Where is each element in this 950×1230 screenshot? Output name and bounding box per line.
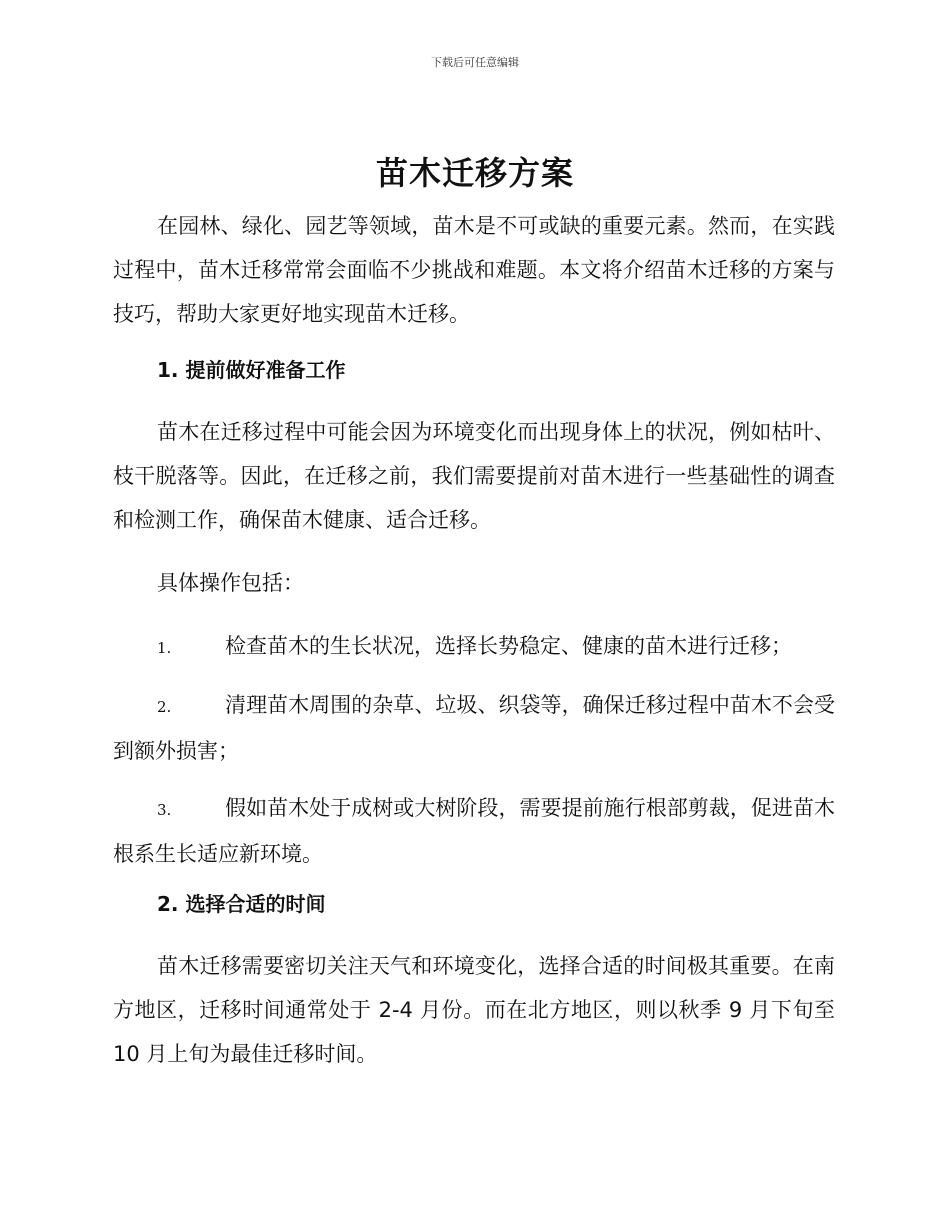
list-item [113, 683, 835, 773]
document-body [113, 204, 835, 1095]
header-note: 下载后可任意编辑 [431, 56, 519, 69]
section-heading-2: 2. 选择合适的时间 [157, 892, 326, 916]
list-intro: 具体操作包括： [157, 571, 304, 595]
list-item [113, 786, 835, 876]
list-item [113, 624, 835, 670]
list-item-number: 2. [157, 698, 172, 716]
section-1-paragraph: 苗木在迁移过程中可能会因为环境变化而出现身体上的状况，例如枯叶、枝干脱落等。因此，在迁移之前，我们需要提前对苗木进行一些基础性的调查和检测工作，确保苗木健康、适合迁移。 [113, 420, 835, 532]
list-item-text: 假如苗木处于成树或大树阶段，需要提前施行根部剪裁，促进苗木根系生长适应新环境。 [113, 796, 835, 866]
list-item-number: 3. [157, 801, 172, 819]
page-title: 苗木迁移方案 [375, 154, 574, 192]
list-item-text: 检查苗木的生长状况，选择长势稳定、健康的苗木进行迁移； [225, 634, 792, 658]
list-item-number: 1. [157, 639, 172, 657]
intro-paragraph: 在园林、绿化、园艺等领域，苗木是不可或缺的重要元素。然而，在实践过程中，苗木迁移常常会面临不少挑战和难题。本文将介绍苗木迁移的方案与技巧，帮助大家更好地实现苗木迁移。 [113, 214, 835, 326]
section-heading-1: 1. 提前做好准备工作 [157, 358, 346, 382]
section-2-paragraph: 苗木迁移需要密切关注天气和环境变化，选择合适的时间极其重要。在南方地区，迁移时间通常处于 2-4 月份。而在北方地区，则以秋季 9 月下旬至 10 月上旬为最佳迁移时间。 [113, 954, 835, 1066]
list-item-text: 清理苗木周围的杂草、垃圾、织袋等，确保迁移过程中苗木不会受到额外损害； [113, 693, 835, 763]
